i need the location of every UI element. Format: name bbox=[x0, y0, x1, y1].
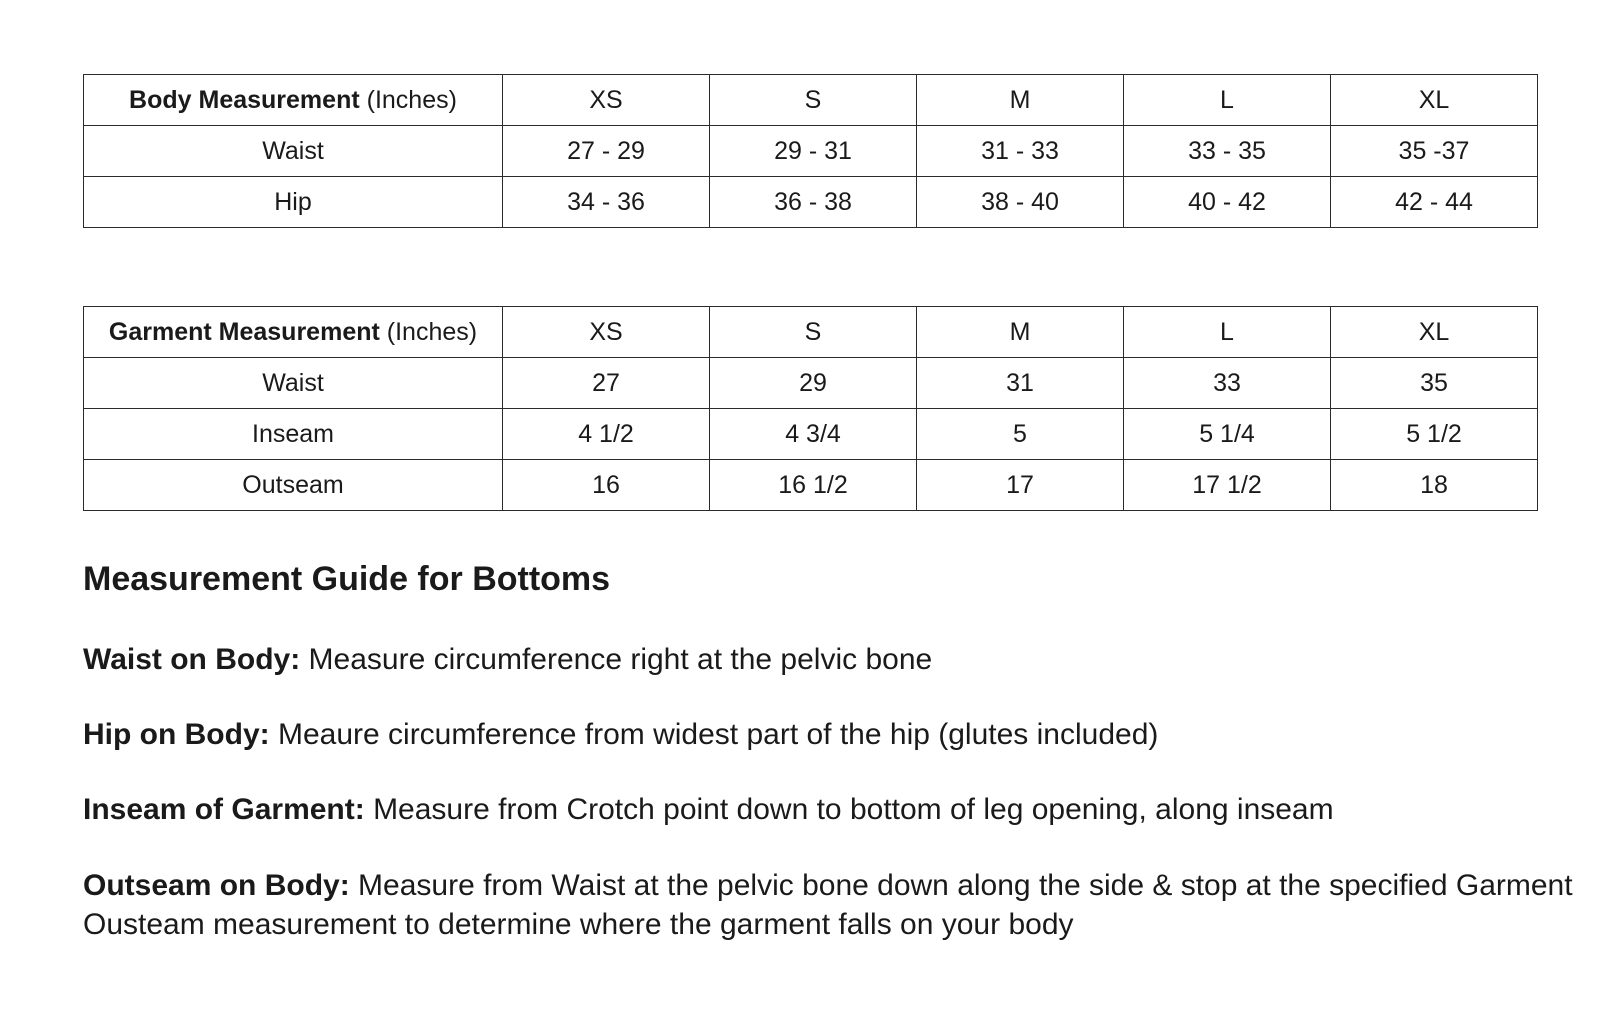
table-header-unit: (Inches) bbox=[379, 317, 478, 346]
table-cell: 34 - 36 bbox=[503, 177, 710, 228]
table-header-label bbox=[84, 75, 503, 126]
row-label: Inseam bbox=[84, 409, 503, 460]
table-cell: 5 1/2 bbox=[1331, 409, 1538, 460]
table-header-row bbox=[84, 307, 1538, 358]
table-cell: 16 1/2 bbox=[710, 460, 917, 511]
size-header-m: M bbox=[917, 307, 1124, 358]
guide-term: Hip on Body: bbox=[83, 718, 270, 751]
row-label: Waist bbox=[84, 126, 503, 177]
row-label: Outseam bbox=[84, 460, 503, 511]
guide-item-inseam bbox=[83, 790, 1593, 829]
garment-measurement-table bbox=[83, 306, 1538, 511]
size-header-l: L bbox=[1124, 307, 1331, 358]
guide-term: Inseam of Garment: bbox=[83, 793, 365, 826]
table-cell: 5 1/4 bbox=[1124, 409, 1331, 460]
guide-text: Meaure circumference from widest part of the hip (glutes included) bbox=[269, 718, 1159, 751]
table-cell: 4 3/4 bbox=[710, 409, 917, 460]
row-label: Waist bbox=[84, 358, 503, 409]
table-cell: 42 - 44 bbox=[1331, 177, 1538, 228]
table-cell: 38 - 40 bbox=[917, 177, 1124, 228]
table-row-waist bbox=[84, 126, 1538, 177]
table-cell: 18 bbox=[1331, 460, 1538, 511]
table-cell: 33 - 35 bbox=[1124, 126, 1331, 177]
guide-item-hip bbox=[83, 715, 1593, 754]
table-cell: 36 - 38 bbox=[710, 177, 917, 228]
guide-text: Measure circumference right at the pelvic bone bbox=[300, 643, 933, 676]
guide-term: Outseam on Body: bbox=[83, 869, 350, 902]
table-cell: 33 bbox=[1124, 358, 1331, 409]
table-row-waist bbox=[84, 358, 1538, 409]
table-header-row bbox=[84, 75, 1538, 126]
size-header-s: S bbox=[710, 75, 917, 126]
guide-text: Measure from Waist at the pelvic bone down along the side & stop at the specified Garment Ousteam measurement to determine where the garment falls on your body bbox=[83, 869, 1573, 941]
table-cell: 5 bbox=[917, 409, 1124, 460]
guide-title: Measurement Guide for Bottoms bbox=[83, 560, 611, 598]
table-cell: 35 bbox=[1331, 358, 1538, 409]
table-cell: 31 - 33 bbox=[917, 126, 1124, 177]
table-header-title: Body Measurement bbox=[129, 85, 360, 114]
table-cell: 4 1/2 bbox=[503, 409, 710, 460]
table-cell: 16 bbox=[503, 460, 710, 511]
guide-term: Waist on Body: bbox=[83, 643, 301, 676]
size-header-m: M bbox=[917, 75, 1124, 126]
table-cell: 17 bbox=[917, 460, 1124, 511]
table-row-inseam bbox=[84, 409, 1538, 460]
table-header-label bbox=[84, 307, 503, 358]
table-cell: 17 1/2 bbox=[1124, 460, 1331, 511]
guide-item-outseam bbox=[83, 866, 1593, 944]
table-cell: 27 - 29 bbox=[503, 126, 710, 177]
row-label: Hip bbox=[84, 177, 503, 228]
size-header-xs: XS bbox=[503, 75, 710, 126]
table-header-unit: (Inches) bbox=[359, 85, 457, 114]
table-cell: 27 bbox=[503, 358, 710, 409]
table-cell: 29 - 31 bbox=[710, 126, 917, 177]
size-header-xl: XL bbox=[1331, 307, 1538, 358]
table-cell: 40 - 42 bbox=[1124, 177, 1331, 228]
body-measurement-table bbox=[83, 74, 1538, 228]
table-header-title: Garment Measurement bbox=[108, 317, 380, 346]
size-header-s: S bbox=[710, 307, 917, 358]
guide-item-waist bbox=[83, 640, 1593, 679]
size-header-xl: XL bbox=[1331, 75, 1538, 126]
guide-text: Measure from Crotch point down to bottom of leg opening, along inseam bbox=[364, 793, 1334, 826]
table-cell: 35 -37 bbox=[1331, 126, 1538, 177]
size-header-xs: XS bbox=[503, 307, 710, 358]
table-cell: 31 bbox=[917, 358, 1124, 409]
table-cell: 29 bbox=[710, 358, 917, 409]
table-row-hip bbox=[84, 177, 1538, 228]
table-row-outseam bbox=[84, 460, 1538, 511]
size-header-l: L bbox=[1124, 75, 1331, 126]
